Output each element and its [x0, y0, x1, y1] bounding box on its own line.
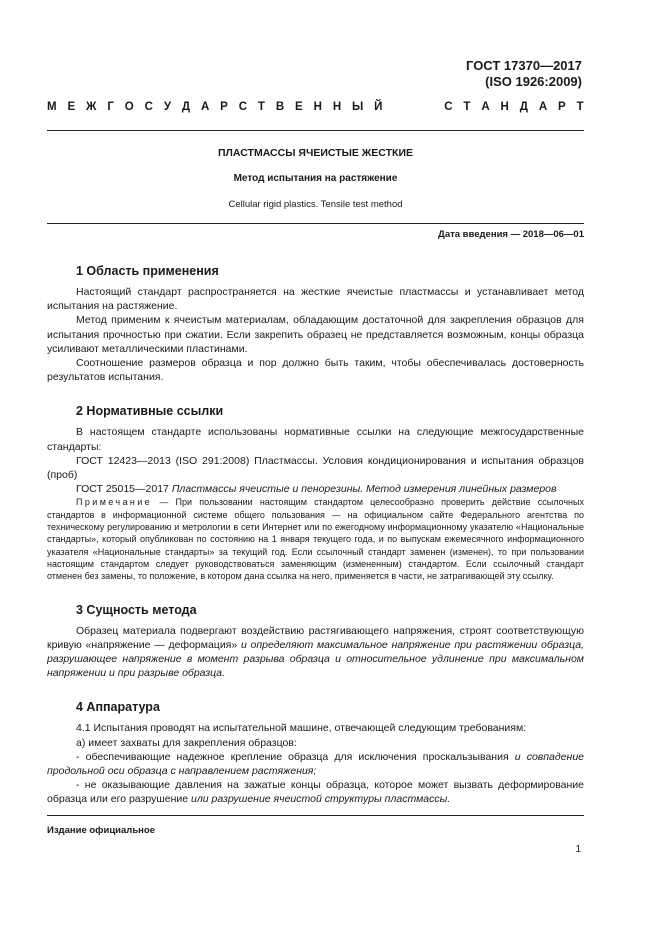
effective-date: Дата введения — 2018—06—01: [438, 229, 584, 240]
list-item: [47, 778, 584, 806]
document-body: [47, 258, 584, 807]
banner-letter: А: [200, 101, 210, 113]
english-title: Cellular rigid plastics. Tensile test method: [228, 199, 403, 210]
document-title: ПЛАСТМАССЫ ЯЧЕИСТЫЕ ЖЕСТКИЕ: [218, 147, 413, 159]
list-item-text: - обеспечивающие надежное крепление образца для исключения проскальзывания: [76, 750, 515, 763]
banner-letter: Ж: [86, 101, 97, 113]
banner-letter: Т: [257, 101, 265, 113]
reference-item: ГОСТ 12423—2013 (ISO 291:2008) Пластмассы. Условия кондиционирования и испытания образцов (проб): [47, 454, 584, 482]
banner-letter: М: [47, 101, 57, 113]
gost-code: ГОСТ 17370—2017: [466, 58, 582, 73]
standard-designation: [466, 58, 582, 90]
banner-letter: В: [275, 101, 285, 113]
reference-code: ГОСТ 25015—2017: [76, 483, 172, 496]
banner-letter: С: [238, 101, 248, 113]
note-text: — При пользовании настоящим стандартом целесообразно проверить действие ссылочных стандартов в информационной системе общего пользования — на официальном сайте Федерального агентства по техническому регулированию и метрологии в сети Интернет или по ежегодному информационному указателю «Национальные стандарты», который опубликован по состоянию на 1 января текущего года, и по выпускам ежемесячного информационного указателя «Национальные стандарты» за текущий год. Если ссылочный стандарт заменен (изменен), то при пользовании настоящим стандартом следует руководствоваться заменяющим (измененным) стандартом. Если ссылочный стандарт отменен без замены, то положение, в котором дана ссылка на него, применяется в части, не затрагивающей эту ссылку.: [47, 497, 584, 582]
paragraph-text: Образец материала подвергают воздействию растягивающего напряжения, строят соответствующую кривую «напряжение — деформация»: [47, 624, 584, 651]
list-item-text: - не оказывающие давления на зажатые концы образца, которое может вызвать деформирование образца или его разрушение: [47, 779, 584, 806]
banner-letter: А: [481, 101, 490, 113]
interstate-standard-banner: [47, 101, 584, 113]
banner-letter: Р: [220, 101, 228, 113]
paragraph: 4.1 Испытания проводят на испытательной машине, отвечающей следующим требованиям:: [76, 722, 527, 735]
banner-letter: С: [144, 101, 153, 113]
banner-letter: Н: [332, 101, 342, 113]
banner-letter: Й: [374, 101, 383, 113]
note: [47, 496, 584, 582]
paragraph: Соотношение размеров образца и пор должно быть таким, чтобы обеспечивалась достоверность результатов испытания.: [47, 357, 584, 384]
note-label: Примечание: [76, 497, 153, 508]
banner-letter: У: [163, 101, 171, 113]
banner-letter: Д: [519, 101, 528, 113]
official-edition-label: Издание официальное: [47, 825, 155, 836]
paragraph-italic-text: и определяют максимальное напряжение при растяжении образца, разрушающее напряжение в момент разрыва образца и относительное удлинение при максимальном напряжении и при разрыве образца.: [47, 638, 584, 680]
banner-letter: Т: [576, 101, 584, 113]
document-subtitle: Метод испытания на растяжение: [233, 173, 398, 184]
reference-item: [47, 482, 584, 496]
banner-gap: [393, 101, 433, 113]
section-heading-method-essence: 3 Сущность метода: [76, 602, 197, 617]
list-item-italic-text: или разрушение ячеистой структуры пластмассы.: [191, 793, 451, 806]
footer-divider: [47, 815, 584, 816]
banner-letter: А: [538, 101, 548, 113]
banner-letter: Е: [67, 101, 76, 113]
paragraph: В настоящем стандарте использованы нормативные ссылки на следующие межгосударственные стандарты:: [47, 426, 584, 453]
reference-title: Пластмассы ячеистые и пенорезины. Метод измерения линейных размеров: [171, 483, 557, 496]
date-divider: [47, 223, 584, 224]
section-heading-scope: 1 Область применения: [76, 264, 219, 278]
paragraph: Метод применим к ячеистым материалам, обладающим достаточной для закрепления образцов для испытания прочностью при сжатии. Если закрепить образец не представляется возможным, концы образца усиливают металлическими пластинами.: [47, 314, 584, 355]
iso-code: (ISO 1926:2009): [485, 74, 582, 89]
banner-letter: О: [124, 101, 134, 113]
banner-letter: Р: [558, 101, 566, 113]
list-item: [47, 750, 584, 778]
paragraph: Настоящий стандарт распространяется на жесткие ячеистые пластмассы и устанавливает метод испытания на растяжение.: [47, 286, 584, 313]
banner-letter: Е: [295, 101, 303, 113]
banner-letter: Н: [500, 101, 509, 113]
header-divider: [47, 130, 584, 131]
banner-letter: Н: [313, 101, 322, 113]
banner-letter: Г: [107, 101, 114, 113]
section-heading-apparatus: 4 Аппаратура: [76, 700, 160, 715]
list-item-italic-text: и совпадение продольной оси образца с направлением растяжения;: [47, 750, 584, 777]
paragraph: [47, 624, 584, 681]
banner-letter: С: [444, 101, 453, 113]
section-heading-normative-references: 2 Нормативные ссылки: [76, 404, 224, 419]
banner-letter: Ы: [352, 101, 364, 113]
banner-letter: Д: [181, 101, 191, 113]
paragraph: а) имеет захваты для закрепления образцов:: [76, 736, 297, 749]
page-number: 1: [575, 844, 581, 855]
banner-letter: Т: [463, 101, 471, 113]
